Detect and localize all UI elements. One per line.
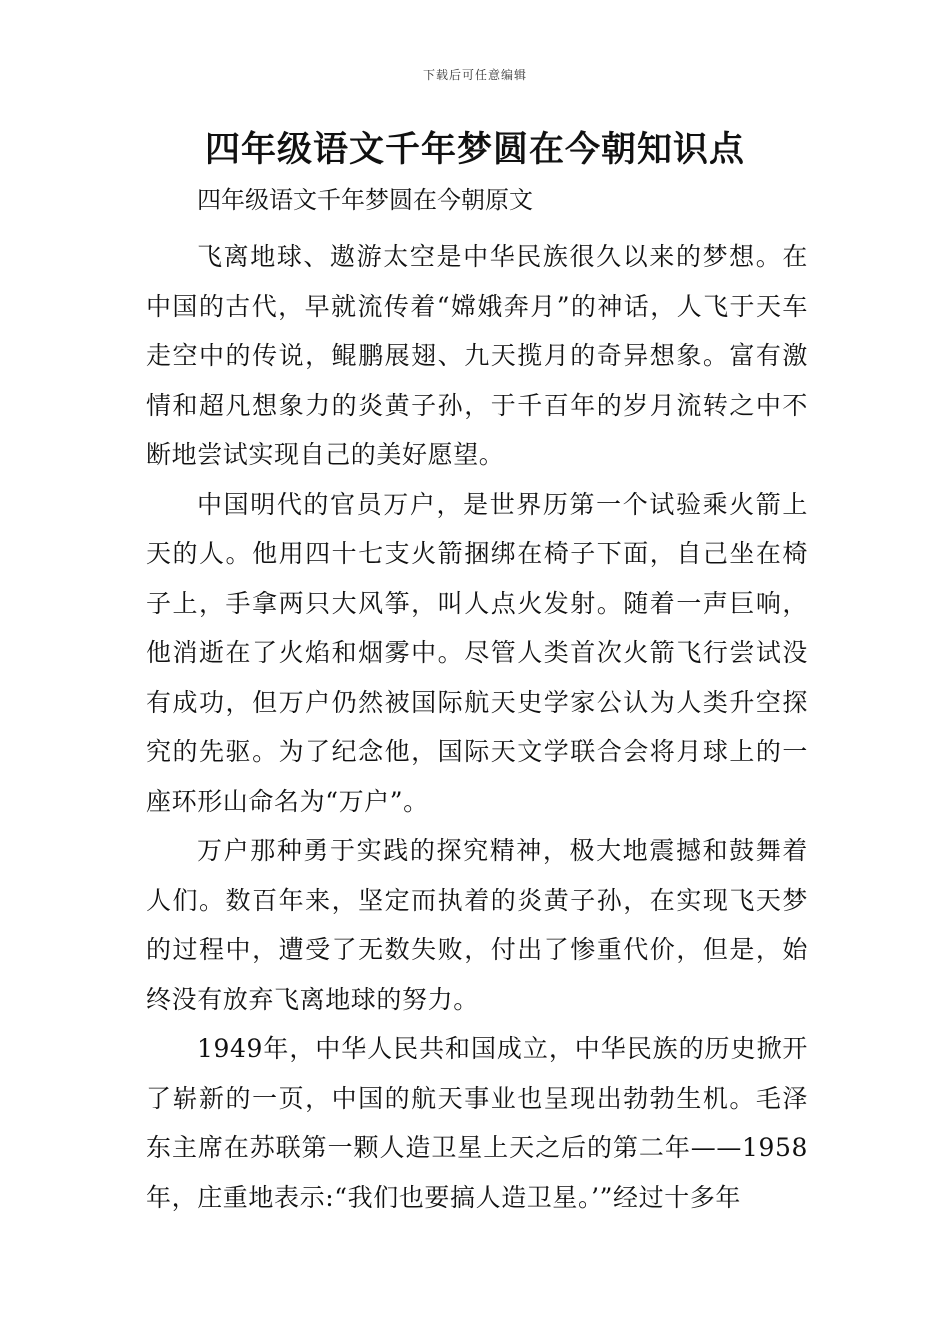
- paragraph-3: 万户那种勇于实践的探究精神，极大地震撼和鼓舞着人们。数百年来，坚定而执着的炎黄子孙，在实现飞天梦的过程中，遭受了无数失败，付出了惨重代价，但是，始终没有放弃飞离地球的努力。: [146, 836, 808, 1014]
- document-body: [146, 180, 808, 1222]
- document-subtitle: 四年级语文千年梦圆在今朝原文: [197, 186, 533, 214]
- document-title: 四年级语文千年梦圆在今朝知识点: [204, 130, 745, 170]
- header-note: 下载后可任意编辑: [422, 68, 527, 82]
- paragraph-1: 飞离地球、遨游太空是中华民族很久以来的梦想。在中国的古代，早就流传着“嫦娥奔月”的神话，人飞于天车走空中的传说，鲲鹏展翅、九天揽月的奇异想象。富有激情和超凡想象力的炎黄子孙，于千百年的岁月流转之中不断地尝试实现自己的美好愿望。: [146, 242, 808, 469]
- paragraph-2: 中国明代的官员万户，是世界历第一个试验乘火箭上天的人。他用四十七支火箭捆绑在椅子下面，自己坐在椅子上，手拿两只大风筝，叫人点火发射。随着一声巨响，他消逝在了火焰和烟雾中。尽管人类首次火箭飞行尝试没有成功，但万户仍然被国际航天史学家公认为人类升空探究的先驱。为了纪念他，国际天文学联合会将月球上的一座环形山命名为“万户”。: [146, 489, 808, 816]
- paragraph-4: 1949年，中华人民共和国成立，中华民族的历史掀开了崭新的一页，中国的航天事业也呈现出勃勃生机。毛泽东主席在苏联第一颗人造卫星上天之后的第二年——1958年，庄重地表示:“我们也要搞人造卫星。’”经过十多年: [146, 1034, 808, 1212]
